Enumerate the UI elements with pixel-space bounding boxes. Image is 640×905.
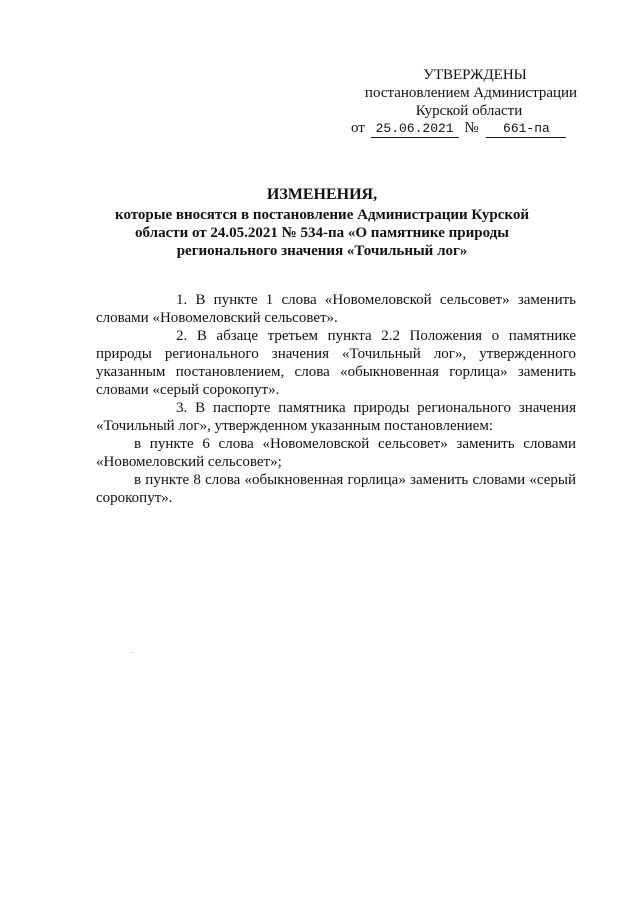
list-item (96, 399, 576, 435)
sub-item: в пункте 8 слова «обыкновенная горлица» заменить словами «серый сорокопут». (96, 472, 576, 506)
item-text: В паспорте памятника природы регионального значения «Точильный лог», утвержденном указанным постановлением: (96, 400, 576, 434)
approval-title: УТВЕРЖДЕНЫ (423, 67, 527, 83)
document-title (92, 186, 552, 260)
title-line-3: регионального значения «Точильный лог» (176, 243, 468, 259)
scan-speck (132, 652, 133, 653)
item-number: 3. (176, 400, 188, 416)
approval-authority: постановлением Администрации (364, 85, 578, 101)
title-line-2: области от 24.05.2021 № 534-па «О памятнике природы (135, 225, 509, 241)
date-prefix: от (351, 120, 365, 136)
approval-region: Курской области (415, 103, 523, 119)
approval-date: 25.06.2021 (371, 121, 459, 138)
item-number: 1. (176, 292, 188, 308)
title-heading: ИЗМЕНЕНИЯ, (266, 186, 378, 203)
approval-number: 661-па (486, 121, 566, 138)
item-number: 2. (176, 328, 188, 344)
list-item (96, 327, 576, 399)
document-body (96, 291, 576, 507)
item-text: В абзаце третьем пункта 2.2 Положения о памятнике природы регионального значения «Точильный лог», утвержденного указанным постановлением, слова «обыкновенная горлица» заменить словами «серый сорокопут». (96, 328, 577, 398)
item-text: В пункте 1 слова «Новомеловской сельсовет» заменить словами «Новомеловский сельсовет». (96, 292, 577, 326)
title-line-1: которые вносятся в постановление Администрации Курской (115, 207, 529, 223)
list-item (96, 291, 576, 327)
approval-stamp (330, 66, 590, 120)
approval-date-line (351, 119, 571, 139)
number-sign: № (464, 120, 479, 136)
sub-item: в пункте 6 слова «Новомеловской сельсовет» заменить словами «Новомеловский сельсовет»; (96, 436, 576, 470)
